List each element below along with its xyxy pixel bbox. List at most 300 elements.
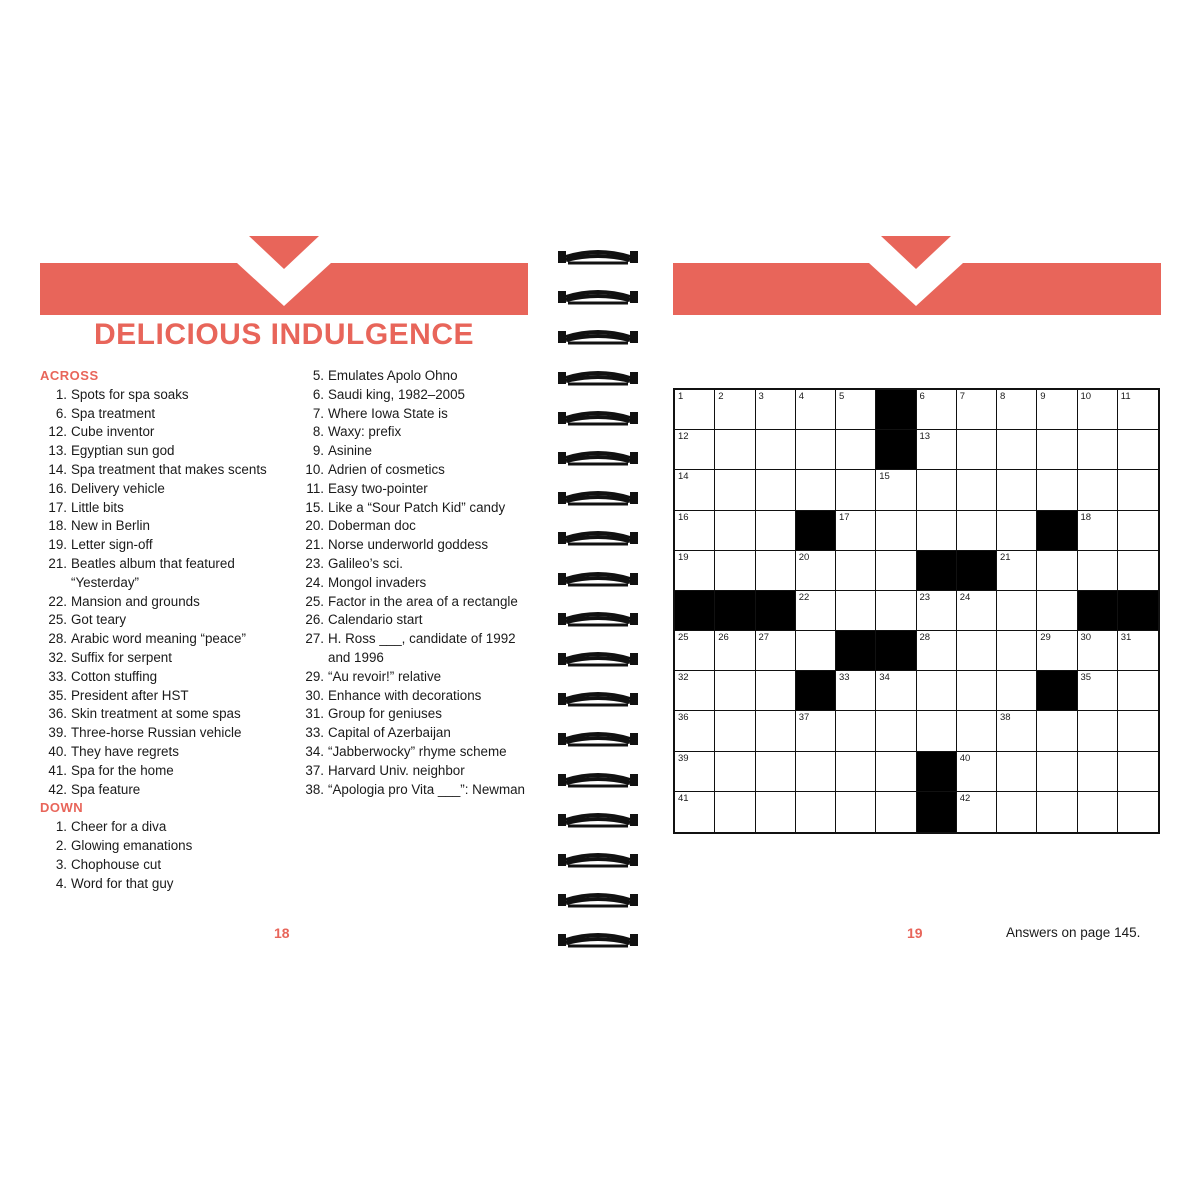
across-clue — [40, 405, 290, 424]
black-square — [917, 752, 957, 792]
grid-cell[interactable] — [796, 591, 836, 631]
grid-cell[interactable] — [836, 591, 876, 631]
clue-number: 9. — [312, 443, 324, 459]
clue-number: 16. — [48, 480, 67, 496]
clue-number: 15. — [305, 499, 324, 515]
header-banner-left — [40, 263, 528, 315]
across-clue — [40, 743, 290, 762]
grid-cell[interactable] — [1118, 551, 1158, 591]
clue-text: Harvard Univ. neighbor — [328, 762, 465, 778]
grid-cell[interactable] — [796, 752, 836, 792]
clue-text: Enhance with decorations — [328, 687, 482, 703]
grid-cell[interactable] — [1118, 470, 1158, 510]
grid-cell[interactable] — [1037, 591, 1077, 631]
clue-text: Galileo’s sci. — [328, 555, 403, 571]
grid-cell[interactable] — [756, 430, 796, 470]
clue-text: H. Ross ___, candidate of 1992 and 1996 — [328, 631, 516, 665]
clue-number: 38. — [305, 781, 324, 797]
grid-cell[interactable] — [1118, 792, 1158, 832]
grid-cell[interactable] — [715, 711, 755, 751]
grid-cell[interactable] — [1037, 631, 1077, 671]
clue-text: Calendario start — [328, 612, 423, 628]
down-clue — [296, 781, 526, 800]
grid-cell[interactable] — [836, 551, 876, 591]
grid-cell[interactable] — [957, 711, 997, 751]
cell-number: 33 — [839, 672, 850, 684]
grid-cell[interactable] — [917, 390, 957, 430]
cell-number: 31 — [1120, 632, 1132, 644]
across-clue — [40, 442, 290, 461]
cell-number: 39 — [678, 752, 689, 764]
grid-cell[interactable] — [957, 752, 997, 792]
across-clue — [40, 724, 290, 743]
cell-number: 8 — [1000, 391, 1006, 402]
clue-number: 20. — [305, 518, 324, 534]
grid-cell[interactable] — [917, 430, 957, 470]
grid-cell[interactable] — [715, 671, 755, 711]
grid-cell[interactable] — [876, 752, 916, 792]
across-clue — [40, 386, 290, 405]
across-clue — [40, 611, 290, 630]
clue-number: 39. — [48, 725, 67, 741]
across-clue — [40, 762, 290, 781]
grid-cell[interactable] — [1037, 752, 1077, 792]
clue-number: 1. — [55, 386, 67, 402]
down-clue-list-part2 — [296, 367, 526, 799]
down-clue — [296, 705, 526, 724]
clue-number: 6. — [55, 405, 67, 421]
grid-cell[interactable] — [997, 430, 1037, 470]
grid-cell[interactable] — [796, 430, 836, 470]
clue-number: 7. — [312, 405, 324, 421]
grid-cell[interactable] — [1078, 792, 1118, 832]
grid-cell[interactable] — [836, 792, 876, 832]
across-clue — [40, 499, 290, 518]
across-clue — [40, 480, 290, 499]
clue-text: Word for that guy — [71, 875, 174, 891]
grid-cell[interactable] — [836, 671, 876, 711]
clue-number: 25. — [305, 593, 324, 609]
clue-text: “Jabberwocky” rhyme scheme — [328, 743, 507, 759]
grid-cell[interactable] — [917, 671, 957, 711]
clue-text: Mongol invaders — [328, 574, 427, 590]
grid-cell[interactable] — [876, 711, 916, 751]
clue-text: Norse underworld goddess — [328, 537, 489, 553]
grid-cell[interactable] — [1078, 551, 1118, 591]
grid-cell[interactable] — [715, 631, 755, 671]
down-clue — [296, 687, 526, 706]
across-clue — [40, 630, 290, 649]
down-clue — [296, 461, 526, 480]
cell-number: 12 — [678, 431, 689, 443]
across-clue — [40, 687, 290, 706]
grid-cell[interactable] — [1037, 470, 1077, 510]
grid-cell[interactable] — [957, 792, 997, 832]
clue-number: 21. — [48, 555, 67, 571]
black-square — [1078, 591, 1118, 631]
grid-cell[interactable] — [1037, 551, 1077, 591]
black-square — [675, 591, 715, 631]
clue-text: Easy two-pointer — [328, 480, 428, 496]
clue-number: 35. — [48, 687, 67, 703]
clue-text: Delivery vehicle — [71, 480, 165, 496]
grid-cell[interactable] — [756, 711, 796, 751]
grid-cell[interactable] — [715, 390, 755, 430]
clue-number: 18. — [48, 518, 67, 534]
grid-cell[interactable] — [1118, 752, 1158, 792]
clue-text: “Apologia pro Vita ___”: Newman — [328, 781, 526, 797]
cell-number: 22 — [798, 591, 810, 603]
grid-cell[interactable] — [715, 470, 755, 510]
grid-cell[interactable] — [675, 511, 715, 551]
grid-cell[interactable] — [836, 711, 876, 751]
banner-chevron-left — [40, 236, 528, 315]
grid-cell[interactable] — [997, 511, 1037, 551]
black-square — [876, 631, 916, 671]
cell-number: 26 — [718, 632, 729, 644]
grid-cell[interactable] — [876, 511, 916, 551]
black-square — [756, 591, 796, 631]
spiral-coil — [558, 850, 638, 870]
grid-cell[interactable] — [715, 551, 755, 591]
cell-number: 23 — [919, 591, 931, 603]
clue-number: 23. — [305, 555, 324, 571]
cell-number: 28 — [919, 632, 931, 644]
grid-cell[interactable] — [796, 470, 836, 510]
down-heading: DOWN — [40, 800, 84, 816]
grid-cell[interactable] — [796, 631, 836, 671]
clue-text: Egyptian sun god — [71, 443, 175, 459]
grid-cell[interactable] — [997, 671, 1037, 711]
grid-cell[interactable] — [1118, 631, 1158, 671]
clue-text: Waxy: prefix — [328, 424, 402, 440]
clue-number: 5. — [312, 368, 324, 383]
grid-cell[interactable] — [756, 511, 796, 551]
grid-cell[interactable] — [756, 551, 796, 591]
cell-number: 1 — [678, 391, 684, 402]
down-clue — [296, 574, 526, 593]
clue-number: 30. — [305, 687, 324, 703]
spiral-coil — [558, 609, 638, 629]
clue-text: Group for geniuses — [328, 706, 442, 722]
spiral-coil — [558, 408, 638, 428]
grid-cell[interactable] — [836, 430, 876, 470]
clue-number: 8. — [312, 424, 324, 440]
down-clue — [40, 856, 290, 875]
clue-text: Cube inventor — [71, 424, 155, 440]
grid-cell[interactable] — [675, 671, 715, 711]
grid-cell[interactable] — [957, 671, 997, 711]
clue-number: 33. — [48, 668, 67, 684]
spiral-coil — [558, 770, 638, 790]
spiral-coil — [558, 528, 638, 548]
grid-cell[interactable] — [796, 711, 836, 751]
grid-cell[interactable] — [836, 511, 876, 551]
grid-cell[interactable] — [675, 711, 715, 751]
grid-cell[interactable] — [675, 470, 715, 510]
grid-cell[interactable] — [675, 752, 715, 792]
clue-number: 29. — [305, 668, 324, 684]
cell-number: 32 — [678, 672, 689, 684]
grid-cell[interactable] — [756, 390, 796, 430]
cell-number: 27 — [758, 632, 770, 644]
grid-cell[interactable] — [917, 511, 957, 551]
grid-cell[interactable] — [876, 792, 916, 832]
grid-cell[interactable] — [756, 631, 796, 671]
grid-cell[interactable] — [997, 591, 1037, 631]
grid-cell[interactable] — [1037, 711, 1077, 751]
grid-cell[interactable] — [1078, 631, 1118, 671]
grid-cell[interactable] — [876, 551, 916, 591]
grid-cell[interactable] — [1078, 430, 1118, 470]
page-title: DELICIOUS INDULGENCE — [93, 318, 475, 351]
header-banner-right — [673, 263, 1161, 315]
clue-text: President after HST — [71, 687, 189, 703]
grid-cell[interactable] — [756, 470, 796, 510]
cell-number: 10 — [1080, 391, 1092, 402]
grid-cell[interactable] — [1078, 711, 1118, 751]
black-square — [796, 511, 836, 551]
cell-number: 41 — [678, 792, 689, 804]
crossword-grid — [673, 388, 1160, 834]
across-clue — [40, 649, 290, 668]
grid-cell[interactable] — [957, 390, 997, 430]
grid-cell[interactable] — [917, 631, 957, 671]
answers-note: Answers on page 145. — [1006, 925, 1141, 940]
cell-number: 11 — [1120, 391, 1131, 402]
down-clue — [296, 555, 526, 574]
grid-cell[interactable] — [756, 792, 796, 832]
spiral-coil — [558, 890, 638, 910]
clue-number: 4. — [55, 875, 67, 891]
spiral-coil — [558, 689, 638, 709]
cell-number: 35 — [1080, 672, 1092, 684]
grid-cell[interactable] — [957, 470, 997, 510]
clue-number: 40. — [48, 743, 67, 759]
clue-text: Spa for the home — [71, 762, 174, 778]
down-clue — [296, 442, 526, 461]
page-number-right: 19 — [907, 925, 923, 941]
grid-cell[interactable] — [1078, 511, 1118, 551]
grid-cell[interactable] — [836, 470, 876, 510]
cell-number: 21 — [1000, 551, 1011, 563]
down-clue — [296, 630, 526, 668]
clue-text: Spa treatment — [71, 405, 156, 421]
grid-cell[interactable] — [836, 752, 876, 792]
grid-cell[interactable] — [675, 390, 715, 430]
cell-number: 15 — [879, 471, 890, 483]
black-square — [917, 792, 957, 832]
grid-cell[interactable] — [917, 591, 957, 631]
clue-text: Cotton stuffing — [71, 668, 158, 684]
across-clue — [40, 536, 290, 555]
clue-text: Saudi king, 1982–2005 — [328, 386, 465, 402]
grid-cell[interactable] — [1118, 511, 1158, 551]
clue-text: Glowing emanations — [71, 837, 193, 853]
clue-text: Spa treatment that makes scents — [71, 461, 267, 477]
grid-cell[interactable] — [957, 430, 997, 470]
grid-cell[interactable] — [997, 390, 1037, 430]
grid-cell[interactable] — [715, 752, 755, 792]
down-clue — [296, 499, 526, 518]
black-square — [715, 591, 755, 631]
black-square — [917, 551, 957, 591]
grid-cell[interactable] — [756, 671, 796, 711]
clue-text: Doberman doc — [328, 518, 416, 534]
grid-cell[interactable] — [957, 591, 997, 631]
grid-cell[interactable] — [957, 631, 997, 671]
across-clue — [40, 555, 290, 593]
clue-text: Beatles album that featured “Yesterday” — [71, 555, 235, 590]
grid-cell[interactable] — [1118, 430, 1158, 470]
banner-chevron-right — [673, 236, 1161, 315]
across-clue-list — [40, 386, 290, 800]
clue-number: 13. — [48, 443, 67, 459]
cell-number: 3 — [758, 391, 764, 402]
grid-cell[interactable] — [1078, 470, 1118, 510]
cell-number: 20 — [798, 551, 810, 563]
clue-number: 21. — [305, 537, 324, 553]
black-square — [1037, 671, 1077, 711]
black-square — [876, 390, 916, 430]
clue-text: Cheer for a diva — [71, 819, 167, 835]
clue-number: 33. — [305, 725, 324, 741]
grid-cell[interactable] — [1118, 390, 1158, 430]
spiral-coil — [558, 649, 638, 669]
clue-number: 24. — [305, 574, 324, 590]
clue-number: 10. — [305, 461, 324, 477]
down-clue — [296, 743, 526, 762]
cell-number: 34 — [879, 672, 890, 684]
down-clue — [296, 668, 526, 687]
clue-number: 6. — [312, 386, 324, 402]
black-square — [836, 631, 876, 671]
clue-number: 19. — [48, 537, 67, 553]
grid-cell[interactable] — [715, 511, 755, 551]
spiral-coil — [558, 327, 638, 347]
clue-text: Letter sign-off — [71, 537, 153, 553]
grid-cell[interactable] — [997, 470, 1037, 510]
cell-number: 9 — [1040, 391, 1046, 402]
grid-cell[interactable] — [675, 631, 715, 671]
clue-number: 34. — [305, 743, 324, 759]
clue-number: 3. — [55, 856, 67, 872]
cell-number: 17 — [839, 511, 850, 523]
grid-cell[interactable] — [997, 711, 1037, 751]
grid-cell[interactable] — [1118, 671, 1158, 711]
grid-cell[interactable] — [715, 430, 755, 470]
spiral-coil — [558, 930, 638, 950]
clue-text: Three-horse Russian vehicle — [71, 725, 242, 741]
grid-cell[interactable] — [675, 430, 715, 470]
across-clue — [40, 517, 290, 536]
across-clue — [40, 593, 290, 612]
clue-number: 12. — [48, 424, 67, 440]
down-clue — [296, 593, 526, 612]
clue-number: 37. — [305, 762, 324, 778]
clue-text: Factor in the area of a rectangle — [328, 593, 518, 609]
grid-cell[interactable] — [756, 752, 796, 792]
down-clue — [40, 875, 290, 894]
clue-text: Emulates Apolo Ohno — [328, 368, 458, 383]
grid-cell[interactable] — [1118, 711, 1158, 751]
grid-cell[interactable] — [957, 511, 997, 551]
clue-text: Asinine — [328, 443, 372, 459]
down-clue — [296, 405, 526, 424]
cell-number: 5 — [839, 391, 845, 402]
across-clue — [40, 781, 290, 800]
grid-cell[interactable] — [1078, 390, 1118, 430]
clue-number: 22. — [48, 593, 67, 609]
grid-cell[interactable] — [917, 470, 957, 510]
cell-number: 30 — [1080, 632, 1092, 644]
grid-cell[interactable] — [876, 671, 916, 711]
spiral-coil — [558, 448, 638, 468]
spiral-coil — [558, 810, 638, 830]
cell-number: 36 — [678, 712, 689, 724]
down-clue — [296, 724, 526, 743]
clue-number: 42. — [48, 781, 67, 797]
grid-cell[interactable] — [876, 591, 916, 631]
cell-number: 19 — [678, 551, 689, 563]
clue-number: 27. — [305, 631, 324, 647]
down-clue-list-part1 — [40, 818, 290, 893]
down-clue — [296, 367, 526, 386]
grid-cell[interactable] — [1078, 752, 1118, 792]
grid-cell[interactable] — [1037, 792, 1077, 832]
cell-number: 37 — [798, 712, 810, 724]
cell-number: 14 — [678, 471, 689, 483]
cell-number: 38 — [1000, 712, 1011, 724]
spiral-coil — [558, 488, 638, 508]
grid-cell[interactable] — [675, 792, 715, 832]
grid-cell[interactable] — [1037, 430, 1077, 470]
grid-cell[interactable] — [796, 390, 836, 430]
cell-number: 18 — [1080, 511, 1092, 523]
clue-text: Adrien of cosmetics — [328, 461, 445, 477]
clue-number: 1. — [55, 819, 67, 835]
grid-cell[interactable] — [876, 470, 916, 510]
grid-cell[interactable] — [796, 551, 836, 591]
grid-cell[interactable] — [917, 711, 957, 751]
grid-cell[interactable] — [997, 792, 1037, 832]
grid-cell[interactable] — [836, 390, 876, 430]
clue-text: Spa feature — [71, 781, 141, 797]
down-clue — [296, 480, 526, 499]
down-clue — [296, 536, 526, 555]
cell-number: 29 — [1040, 632, 1051, 644]
grid-cell[interactable] — [997, 752, 1037, 792]
grid-cell[interactable] — [997, 631, 1037, 671]
down-clue — [296, 386, 526, 405]
grid-cell[interactable] — [1037, 390, 1077, 430]
clue-text: Like a “Sour Patch Kid” candy — [328, 499, 506, 515]
cell-number: 13 — [919, 431, 931, 443]
grid-cell[interactable] — [675, 551, 715, 591]
grid-cell[interactable] — [796, 792, 836, 832]
spiral-coil — [558, 729, 638, 749]
black-square — [1037, 511, 1077, 551]
clue-number: 32. — [48, 649, 67, 665]
across-clue — [40, 423, 290, 442]
grid-cell[interactable] — [1078, 671, 1118, 711]
clue-text: Chophouse cut — [71, 856, 162, 872]
cell-number: 4 — [798, 391, 805, 402]
clue-text: Little bits — [71, 499, 124, 515]
grid-cell[interactable] — [997, 551, 1037, 591]
grid-cell[interactable] — [715, 792, 755, 832]
clue-number: 11. — [306, 480, 324, 496]
